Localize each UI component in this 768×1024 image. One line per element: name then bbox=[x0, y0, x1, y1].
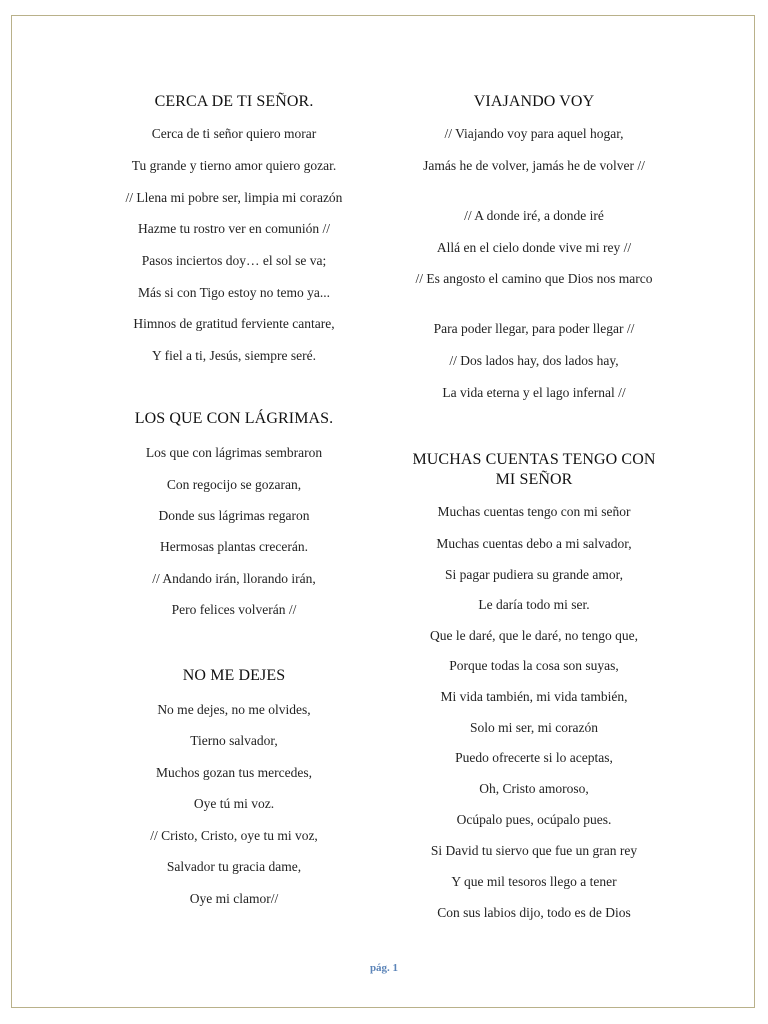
verse-line: Y fiel a ti, Jesús, siempre seré. bbox=[151, 348, 317, 363]
verse-line: Tu grande y tierno amor quiero gozar. bbox=[131, 158, 337, 173]
verse-line: Pasos inciertos doy… el sol se va; bbox=[141, 253, 327, 268]
verse-line: Muchas cuentas debo a mi salvador, bbox=[436, 536, 632, 551]
song-title: NO ME DEJES bbox=[182, 667, 286, 684]
verse-line: Oh, Cristo amoroso, bbox=[479, 781, 589, 796]
page-number: pág. 1 bbox=[369, 962, 399, 974]
verse-line: Si David tu siervo que fue un gran rey bbox=[430, 843, 638, 858]
verse-line: Oye tú mi voz. bbox=[193, 796, 275, 811]
song-title: LOS QUE CON LÁGRIMAS. bbox=[134, 410, 334, 427]
verse-line: Los que con lágrimas sembraron bbox=[145, 445, 323, 460]
verse-line: Ocúpalo pues, ocúpalo pues. bbox=[456, 812, 612, 827]
verse-line: Con regocijo se gozaran, bbox=[166, 477, 302, 492]
verse-line: // Dos lados hay, dos lados hay, bbox=[449, 353, 619, 368]
verse-line: Porque todas la cosa son suyas, bbox=[449, 658, 619, 673]
verse-line: Oye mi clamor// bbox=[189, 891, 279, 906]
verse-line: Y que mil tesoros llego a tener bbox=[451, 874, 617, 889]
verse-line: // Es angosto el camino que Dios nos marco bbox=[415, 271, 653, 286]
verse-line: Donde sus lágrimas regaron bbox=[158, 508, 310, 523]
verse-line: // Andando irán, llorando irán, bbox=[152, 571, 316, 586]
verse-line: Himnos de gratitud ferviente cantare, bbox=[133, 316, 335, 331]
verse-line: Hermosas plantas crecerán. bbox=[159, 539, 309, 554]
verse-line: Muchas cuentas tengo con mi señor bbox=[437, 504, 631, 519]
verse-line: La vida eterna y el lago infernal // bbox=[442, 385, 626, 400]
verse-line: Más si con Tigo estoy no temo ya... bbox=[137, 285, 330, 300]
verse-line: Que le daré, que le daré, no tengo que, bbox=[429, 628, 639, 643]
verse-line: Allá en el cielo donde vive mi rey // bbox=[436, 240, 632, 255]
verse-line: Mi vida también, mi vida también, bbox=[440, 689, 628, 704]
verse-line: Hazme tu rostro ver en comunión // bbox=[138, 221, 330, 236]
song-title: MUCHAS CUENTAS TENGO CON MI SEÑOR bbox=[412, 451, 656, 488]
verse-line: Para poder llegar, para poder llegar // bbox=[433, 321, 635, 336]
verse-line: Le daría todo mi ser. bbox=[478, 597, 590, 612]
verse-line: Salvador tu gracia dame, bbox=[166, 859, 302, 874]
verse-line: // Llena mi pobre ser, limpia mi corazón bbox=[125, 190, 343, 205]
verse-line: // A donde iré, a donde iré bbox=[464, 208, 604, 223]
verse-line: No me dejes, no me olvides, bbox=[157, 702, 311, 717]
verse-line: Puedo ofrecerte si lo aceptas, bbox=[455, 750, 613, 765]
verse-line: // Viajando voy para aquel hogar, bbox=[444, 126, 624, 141]
verse-line: // Cristo, Cristo, oye tu mi voz, bbox=[150, 828, 318, 843]
verse-line: Si pagar pudiera su grande amor, bbox=[445, 567, 623, 582]
verse-line: Pero felices volverán // bbox=[171, 602, 297, 617]
song-title: VIAJANDO VOY bbox=[473, 93, 595, 110]
verse-line: Tierno salvador, bbox=[190, 733, 278, 748]
song-title: CERCA DE TI SEÑOR. bbox=[154, 93, 314, 110]
verse-line: Muchos gozan tus mercedes, bbox=[156, 765, 312, 780]
verse-line: Cerca de ti señor quiero morar bbox=[151, 126, 317, 141]
verse-line: Con sus labios dijo, todo es de Dios bbox=[437, 905, 631, 920]
verse-line: Jamás he de volver, jamás he de volver // bbox=[423, 158, 645, 173]
verse-line: Solo mi ser, mi corazón bbox=[469, 720, 599, 735]
